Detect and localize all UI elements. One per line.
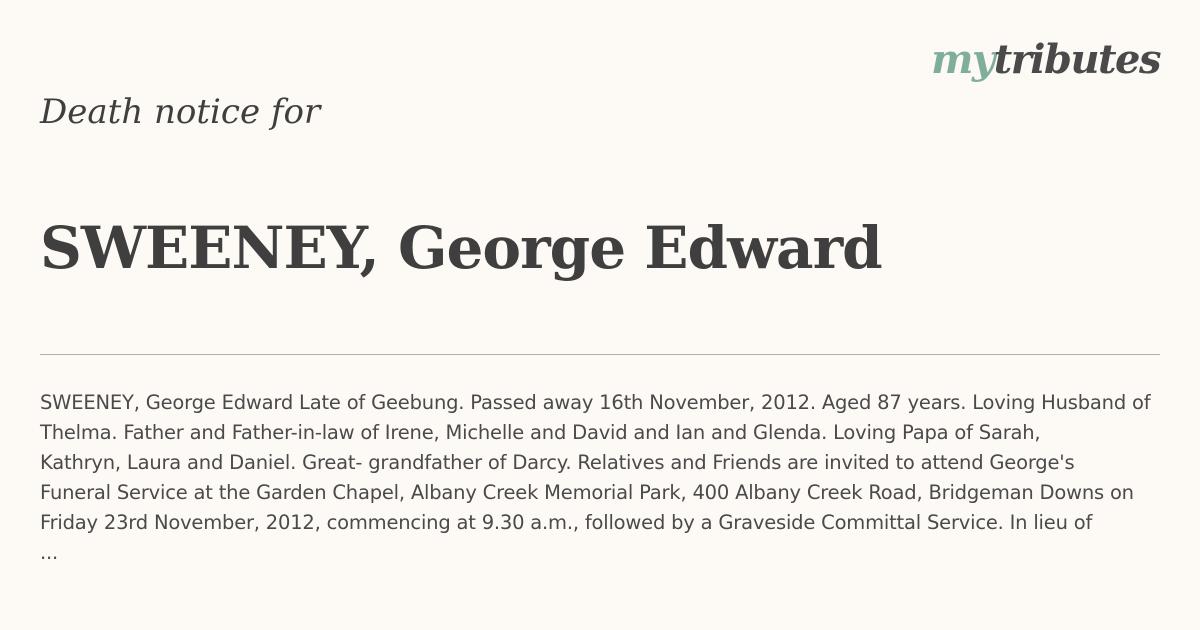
deceased-name: SWEENEY, George Edward [40,214,882,282]
notice-text [40,388,1168,568]
notice-line: Thelma. Father and Father-in-law of Irene, Michelle and David and Ian and Glenda. Loving Papa of Sarah, [40,421,1041,444]
logo-suffix: tributes [993,36,1160,83]
notice-line: Kathryn, Laura and Daniel. Great- grandfather of Darcy. Relatives and Friends are invited to attend George's [40,451,1075,474]
mytributes-logo [931,36,1160,84]
divider [40,354,1160,355]
notice-ellipsis: ... [40,541,58,564]
logo-prefix: my [931,36,994,83]
notice-line: SWEENEY, George Edward Late of Geebung. Passed away 16th November, 2012. Aged 87 years. Loving Husband of [40,391,1151,414]
notice-line: Funeral Service at the Garden Chapel, Albany Creek Memorial Park, 400 Albany Creek Road, Bridgeman Downs on [40,481,1134,504]
notice-line: Friday 23rd November, 2012, commencing at 9.30 a.m., followed by a Graveside Committal Service. In lieu of [40,511,1093,534]
page-subtitle: Death notice for [40,92,321,132]
